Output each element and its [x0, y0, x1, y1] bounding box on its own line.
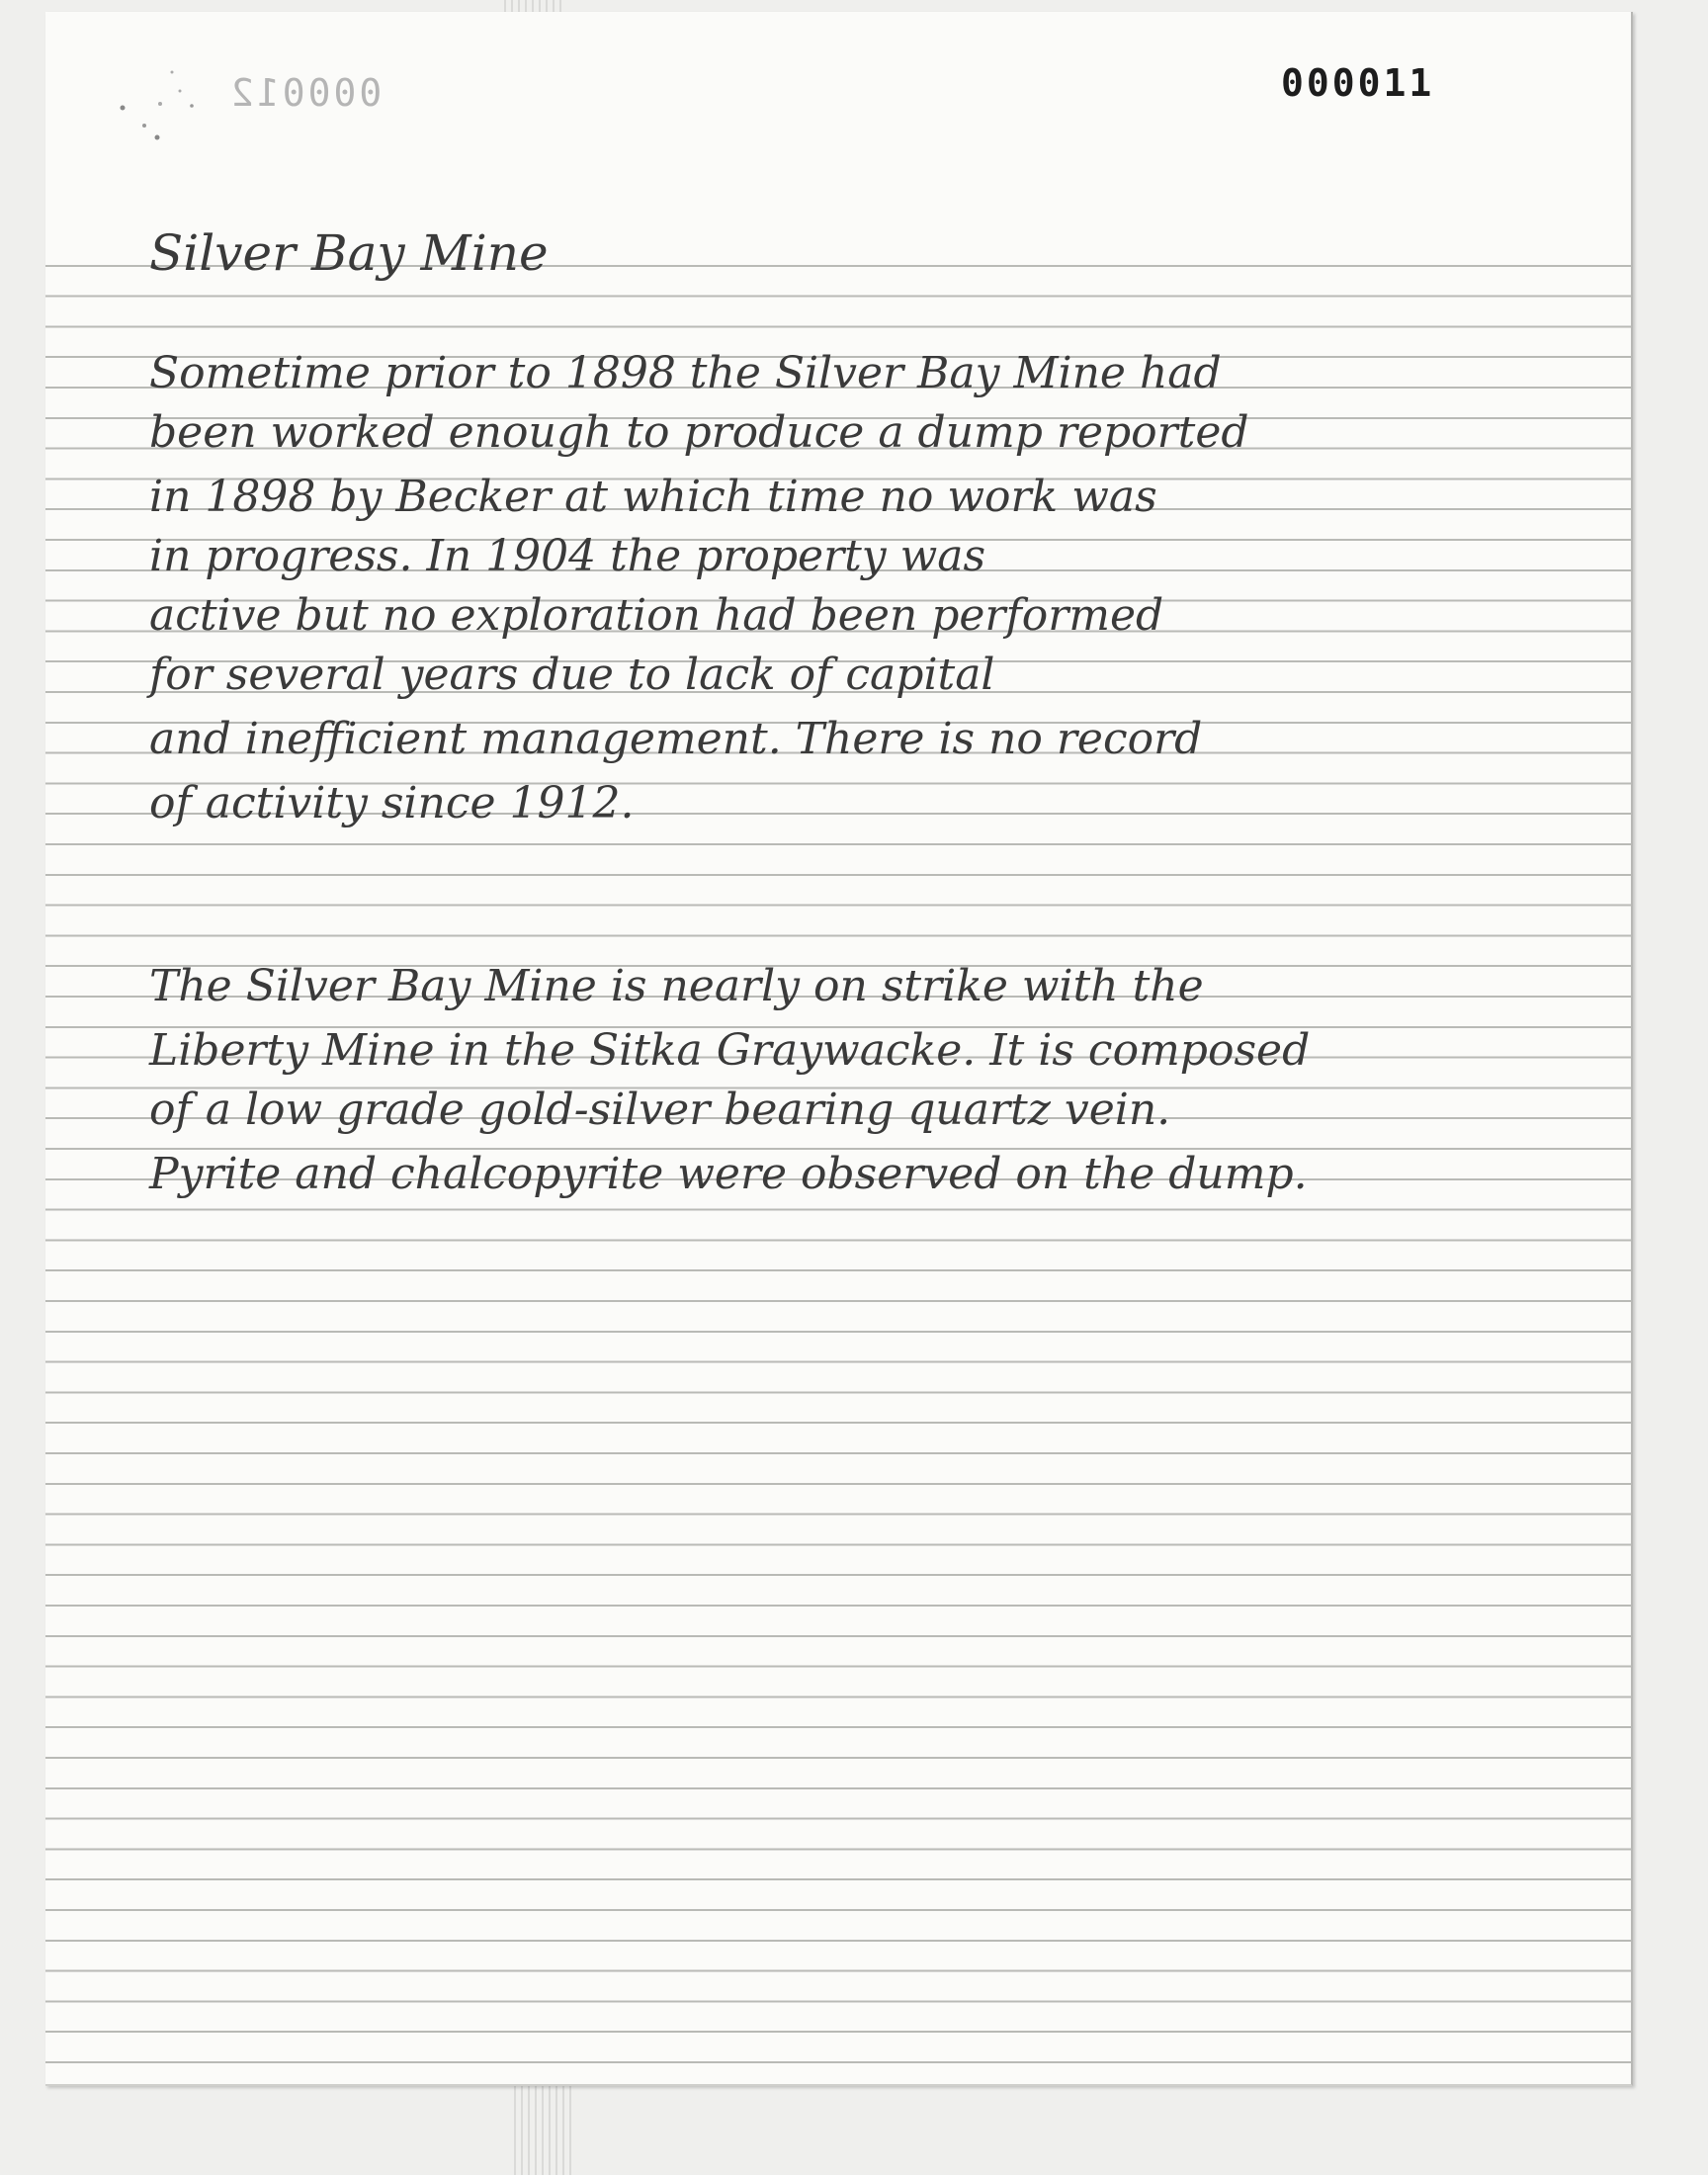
lined-paper-sheet — [45, 12, 1633, 2086]
paragraph-1-line: been worked enough to produce a dump reported — [149, 407, 1249, 458]
page-title: Silver Bay Mine — [149, 224, 549, 282]
paragraph-2-line: of a low grade gold-silver bearing quartz vein. — [149, 1085, 1171, 1135]
paragraph-1-line: for several years due to lack of capital — [149, 650, 995, 700]
dust-specks — [83, 56, 202, 145]
paragraph-1-line: and inefficient management. There is no record — [149, 714, 1203, 764]
paragraph-2-line: The Silver Bay Mine is nearly on strike with the — [149, 961, 1204, 1011]
page-number: 000011 — [1281, 61, 1435, 105]
sheet-header-area — [45, 12, 1631, 236]
paragraph-1-line: in 1898 by Becker at which time no work was — [149, 472, 1157, 522]
paragraph-1-line: active but no exploration had been performed — [149, 590, 1164, 641]
bleed-through-page-number: 000012 — [228, 71, 383, 115]
scanner-streak — [514, 2081, 573, 2175]
paragraph-2-line: Liberty Mine in the Sitka Graywacke. It is composed — [149, 1025, 1311, 1076]
paragraph-1-line: in progress. In 1904 the property was — [149, 531, 986, 581]
paragraph-1-line: Sometime prior to 1898 the Silver Bay Mine had — [149, 348, 1222, 398]
paragraph-1-line: of activity since 1912. — [149, 778, 635, 828]
paragraph-2-line: Pyrite and chalcopyrite were observed on the dump. — [149, 1149, 1308, 1199]
